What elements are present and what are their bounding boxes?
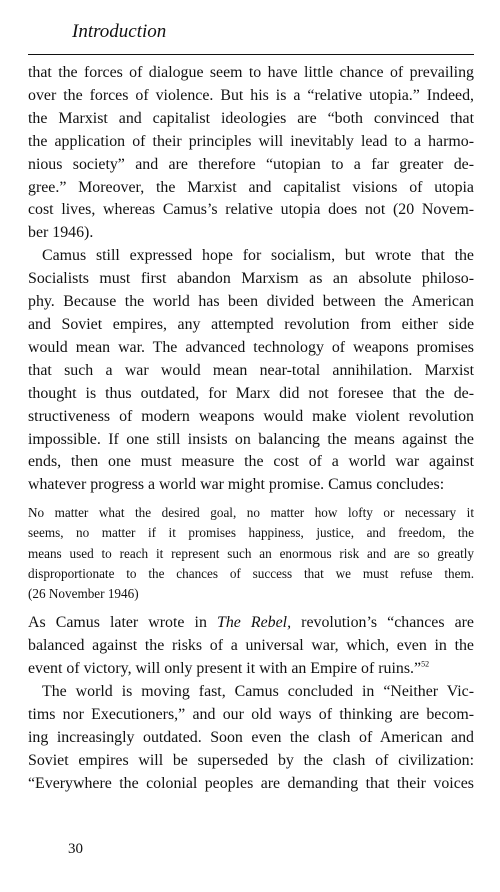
text-line: the Marxist and capitalist ideologies are “both convinced that [28,109,474,127]
quote-line: means used to reach it represent such an enormous risk and are so greatly [28,545,474,561]
text-line: the application of their principles will inevitably lead to a harmo- [28,132,474,150]
text-line: phy. Because the world has been divided between the American [28,293,474,311]
text-line: The world is moving fast, Camus concluded in “Neither Vic- [42,682,474,700]
paragraph-2 [28,245,474,497]
text-line: Soviet empires will be superseded by the clash of civilization: [28,751,474,769]
text-line: whatever progress a world war might promise. Camus concludes: [28,476,445,494]
text-line: tims nor Executioners,” and our old ways of thinking are becom- [28,705,474,723]
text-run: revolution’s “chances are [291,614,474,632]
text-line: Socialists must first abandon Marxism as an absolute philoso- [28,270,474,288]
text-line: cost lives, whereas Camus’s relative utopia does not (20 Novem- [28,201,474,219]
page-body [28,62,474,795]
book-title: The Rebel, [217,614,292,632]
text-line: nious society” and are therefore “utopian to a far greater de- [28,155,474,173]
text-line: Camus still expressed hope for socialism, but wrote that the [42,247,474,265]
quote-line: seems, no matter if it promises happiness, justice, and freedom, the [28,525,474,541]
text-line: over the forces of violence. But his is a “relative utopia.” Indeed, [28,86,474,104]
paragraph-1 [28,62,474,245]
quote-citation: (26 November 1946) [28,586,139,602]
footnote-marker[interactable]: 52 [421,659,430,669]
quote-line: No matter what the desired goal, no matter how lofty or necessary it [28,505,474,521]
text-line: thought is thus outdated, for Marx did not foresee that the de- [28,384,474,402]
text-line: that such a war would mean near-total annihilation. Marxist [28,361,474,379]
text-run: As Camus later wrote in [28,614,217,632]
text-line: that the forces of dialogue seem to have little chance of prevailing [28,64,474,81]
text-line: would mean war. The advanced technology of weapons promises [28,338,474,356]
text-line: structiveness of modern weapons would make violent revolution [28,407,474,425]
text-line [28,612,474,635]
text-line: gree.” Moreover, the Marxist and capitalist visions of utopia [28,178,474,196]
header-rule [28,54,474,55]
text-line: balanced against the risks of a universal war, which, even in the [28,637,474,655]
text-run: event of victory, will only present it with an Empire of ruins.” [28,660,422,678]
text-line: ends, then one must measure the cost of a world war against [28,453,474,471]
paragraph-4 [28,681,474,796]
text-line: impossible. If one still insists on balancing the means against the [28,430,474,448]
page-number: 30 [68,841,83,857]
block-quote [28,503,474,604]
paragraph-3 [28,612,474,681]
text-line: ing increasingly outdated. Soon even the clash of American and [28,728,474,746]
text-line: “Everywhere the colonial peoples are demanding that their voices [28,774,474,792]
quote-line: disproportionate to the chances of success that we must refuse them. [28,565,474,581]
text-line [28,658,474,681]
chapter-title: Introduction [72,21,167,42]
text-line: ber 1946). [28,224,94,242]
text-line: and Soviet empires, any attempted revolution from either side [28,315,474,333]
running-header [28,20,468,55]
